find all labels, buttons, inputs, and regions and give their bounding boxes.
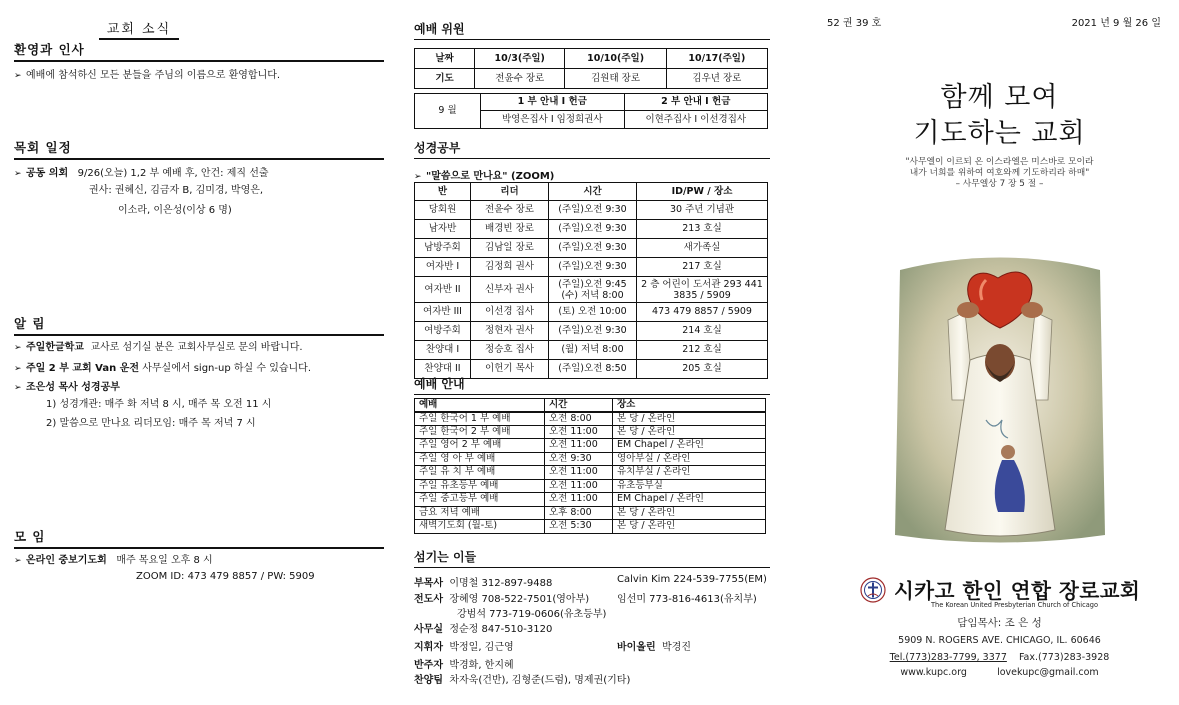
worship-row: [415, 520, 766, 534]
staff-evangelist1: 전도사 장혜영 708-522-7501(영아부): [414, 594, 590, 605]
worship-row: [415, 412, 766, 426]
duty-prayer: 김우년 장로: [666, 69, 767, 89]
study-cell: (월) 저녁 8:00: [549, 341, 637, 360]
study-cell: 찬양대 II: [415, 360, 471, 379]
prayer-illustration: [890, 250, 1110, 550]
worship-row: [415, 506, 766, 520]
study-row: [415, 322, 768, 341]
worship-cell: 주일 유 치 부 예배: [415, 466, 545, 480]
study-row: [415, 220, 768, 239]
worship-cell: 주일 유초등부 예배: [415, 479, 545, 493]
duty-date: 10/17(주일): [666, 49, 767, 69]
church-name: 시카고 한인 연합 장로교회: [894, 579, 1141, 603]
duty-date-label: 날짜: [415, 49, 475, 69]
usher-month: 9 월: [415, 94, 481, 129]
staff-pastor-em: Calvin Kim 224-539-7755(EM): [617, 574, 767, 585]
study-cell: 217 호실: [637, 258, 768, 277]
arrow-right-icon: ➢: [14, 169, 22, 179]
worship-header: 시간: [545, 399, 613, 412]
worship-cell: 본 당 / 온라인: [613, 520, 766, 534]
study-row: [415, 201, 768, 220]
worship-row: [415, 479, 766, 493]
meeting-title: 모 임: [14, 527, 384, 549]
study-cell: 남자반: [415, 220, 471, 239]
usher-part1-header: 1 부 안내 I 헌금: [481, 94, 625, 111]
study-cell: 김정희 권사: [471, 258, 549, 277]
study-cell: 205 호실: [637, 360, 768, 379]
study-cell: 찬양대 I: [415, 341, 471, 360]
church-phone: [820, 652, 1179, 663]
worship-cell: 오전 11:00: [545, 466, 613, 480]
study-row: [415, 277, 768, 303]
study-cell: 2 층 어린이 도서관 293 441 3835 / 5909: [637, 277, 768, 303]
staff-evangelist2: 임선미 773-816-4613(유치부): [617, 594, 757, 605]
arrow-right-icon: ➢: [414, 172, 422, 182]
cover-headline: 함께 모여 기도하는 교회: [913, 82, 1086, 149]
study-cell: (주일)오전 9:30: [549, 322, 637, 341]
worship-row: [415, 466, 766, 480]
duty-prayer-label: 기도: [415, 69, 475, 89]
staff-office: 사무실 정순정 847-510-3120: [414, 624, 553, 635]
arrow-right-icon: ➢: [14, 383, 22, 393]
worship-header: 예배: [415, 399, 545, 412]
study-cell: (주일)오전 8:50: [549, 360, 637, 379]
notice-item3: ➢ 조은성 목사 성경공부: [14, 382, 120, 393]
staff-praise: 찬양팀 차자욱(건반), 김형준(드럼), 명제권(기타): [414, 675, 631, 686]
worship-row: [415, 493, 766, 507]
prayer-meeting: ➢ 온라인 중보기도회 매주 목요일 오후 8 시: [14, 555, 213, 566]
session-line3: 이소라, 이은성(이상 6 명): [118, 205, 232, 216]
duty-date: 10/3(주일): [475, 49, 565, 69]
duty-prayer: 김원태 장로: [565, 69, 666, 89]
study-cell: 이선경 집사: [471, 303, 549, 322]
staff-violin: 바이올린 박경진: [617, 642, 691, 653]
notice-sub2: 2) 말씀으로 만나요 리더모임: 매주 목 저녁 7 시: [46, 418, 256, 429]
senior-pastor: 담임목사: 조 은 성: [957, 617, 1042, 629]
study-cell: (주일)오전 9:30: [549, 239, 637, 258]
worship-cell: EM Chapel / 온라인: [613, 439, 766, 453]
worship-cell: 주일 중고등부 예배: [415, 493, 545, 507]
worship-cell: 오전 9:30: [545, 452, 613, 466]
study-cell: 정승호 집사: [471, 341, 549, 360]
bible-study-subtitle: ➢ "말씀으로 만나요" (ZOOM): [414, 171, 555, 182]
staff-evangelist3: 강범석 773-719-0606(유초등부): [457, 609, 607, 620]
volume-number: 52 권 39 호: [827, 18, 882, 29]
worship-cell: 오전 11:00: [545, 439, 613, 453]
study-cell: 여방주회: [415, 322, 471, 341]
worship-cell: EM Chapel / 온라인: [613, 493, 766, 507]
study-row: [415, 341, 768, 360]
arrow-right-icon: ➢: [14, 364, 22, 374]
fax-number: Fax.(773)283-3928: [1018, 652, 1110, 663]
duty-prayer: 전윤수 장로: [475, 69, 565, 89]
worship-row: [415, 425, 766, 439]
cover-verse: "사무엘이 이르되 온 이스라엘은 미스바로 모이라 내가 너희를 위하여 여호와께 기도하리라 하매" – 사무엘상 7 장 5 절 –: [905, 157, 1094, 189]
staff-pastor: 부목사 이명철 312-897-9488: [414, 578, 553, 589]
worship-cell: 오전 11:00: [545, 493, 613, 507]
session-line1: ➢ 공동 의회 9/26(오늘) 1,2 부 예배 후, 안건: 제직 선출: [14, 168, 269, 179]
worship-row: [415, 452, 766, 466]
study-cell: (주일)오전 9:30: [549, 201, 637, 220]
bible-study-table: [414, 182, 768, 379]
study-cell: 전윤수 장로: [471, 201, 549, 220]
notice-item2: ➢ 주일 2 부 교회 Van 운전 사무실에서 sign-up 하실 수 있습니다.: [14, 363, 312, 374]
worship-cell: 오전 5:30: [545, 520, 613, 534]
worship-cell: 유치부실 / 온라인: [613, 466, 766, 480]
church-web: [820, 667, 1179, 678]
study-row: [415, 303, 768, 322]
worship-cell: 오후 8:00: [545, 506, 613, 520]
church-seal-icon: [860, 577, 886, 603]
study-cell: 남방주회: [415, 239, 471, 258]
worship-cell: 오전 8:00: [545, 412, 613, 426]
worship-cell: 주일 한국어 2 부 예배: [415, 425, 545, 439]
welcome-text: ➢ 예배에 참석하신 모든 분들을 주님의 이름으로 환영합니다.: [14, 70, 281, 81]
study-row: [415, 258, 768, 277]
welcome-title: 환영과 인사: [14, 40, 384, 62]
study-header: ID/PW / 장소: [637, 183, 768, 201]
arrow-right-icon: ➢: [14, 71, 22, 81]
notice-item1: ➢ 주일한글학교 교사로 섬기실 분은 교회사무실로 문의 바랍니다.: [14, 342, 303, 353]
session-line2: 권사: 권혜신, 김금자 B, 김미경, 박영은,: [89, 185, 264, 196]
study-cell: (주일)오전 9:45 (수) 저녁 8:00: [549, 277, 637, 303]
study-row: [415, 239, 768, 258]
worship-cell: 유초등부실: [613, 479, 766, 493]
usher-part2-header: 2 부 안내 I 헌금: [624, 94, 768, 111]
worship-cell: 본 당 / 온라인: [613, 425, 766, 439]
worship-cell: 주일 한국어 1 부 예배: [415, 412, 545, 426]
arrow-right-icon: ➢: [14, 556, 22, 566]
study-header: 리더: [471, 183, 549, 201]
bible-study-title: 성경공부: [414, 139, 770, 159]
worship-schedule-table: [414, 398, 766, 534]
email-link[interactable]: lovekupc@gmail.com: [997, 667, 1099, 678]
worship-cell: 주일 영어 2 부 예배: [415, 439, 545, 453]
study-cell: 여자반 I: [415, 258, 471, 277]
usher-part2-names: 이현주집사 I 이선경집사: [624, 111, 768, 129]
study-cell: 이헌기 목사: [471, 360, 549, 379]
staff-accompanist: 반주자 박경화, 한지혜: [414, 660, 514, 671]
duty-date: 10/10(주일): [565, 49, 666, 69]
study-cell: 당회원: [415, 201, 471, 220]
schedule-title: 목회 일정: [14, 138, 384, 160]
staff-title: 섬기는 이들: [414, 548, 770, 568]
notice-sub1: 1) 성경개관: 매주 화 저녁 8 시, 매주 목 오전 11 시: [46, 399, 272, 410]
tel-link[interactable]: Tel.(773)283-7799, 3377: [889, 652, 1007, 663]
worship-cell: 영아부실 / 온라인: [613, 452, 766, 466]
usher-part1-names: 박영은집사 I 임정희권사: [481, 111, 625, 129]
worship-cell: 금요 저녁 예배: [415, 506, 545, 520]
study-cell: 213 호실: [637, 220, 768, 239]
prayer-zoom: ZOOM ID: 473 479 8857 / PW: 5909: [136, 571, 315, 582]
website-link[interactable]: www.kupc.org: [900, 667, 967, 678]
notice-title: 알 림: [14, 314, 384, 336]
worship-cell: 오전 11:00: [545, 425, 613, 439]
study-header: 반: [415, 183, 471, 201]
study-cell: 30 주년 기념관: [637, 201, 768, 220]
church-english-name: The Korean United Presbyterian Church of Chicago: [931, 601, 1098, 609]
study-cell: 정현자 권사: [471, 322, 549, 341]
worship-cell: 본 당 / 온라인: [613, 412, 766, 426]
bulletin-date: 2021 년 9 월 26 일: [1071, 18, 1161, 29]
study-cell: 여자반 II: [415, 277, 471, 303]
service-duty-table: [414, 48, 768, 89]
service-duty-title: 예배 위원: [414, 20, 770, 40]
worship-cell: 본 당 / 온라인: [613, 506, 766, 520]
worship-cell: 새벽기도회 (월-토): [415, 520, 545, 534]
worship-cell: 오전 11:00: [545, 479, 613, 493]
study-cell: 배경빈 장로: [471, 220, 549, 239]
church-news-title: 교회 소식: [14, 18, 264, 37]
worship-header: 장소: [613, 399, 766, 412]
worship-guide-title: 예배 안내: [414, 375, 770, 395]
study-cell: (토) 오전 10:00: [549, 303, 637, 322]
study-cell: 214 호실: [637, 322, 768, 341]
study-cell: 212 호실: [637, 341, 768, 360]
usher-table: [414, 93, 768, 129]
study-cell: 여자반 III: [415, 303, 471, 322]
worship-row: [415, 439, 766, 453]
study-cell: 신부자 권사: [471, 277, 549, 303]
study-cell: 김남일 장로: [471, 239, 549, 258]
study-cell: 새가족실: [637, 239, 768, 258]
study-header: 시간: [549, 183, 637, 201]
study-cell: (주일)오전 9:30: [549, 258, 637, 277]
worship-cell: 주일 영 아 부 예배: [415, 452, 545, 466]
study-cell: (주일)오전 9:30: [549, 220, 637, 239]
arrow-right-icon: ➢: [14, 343, 22, 353]
church-address: 5909 N. ROGERS AVE. CHICAGO, IL. 60646: [898, 635, 1101, 646]
staff-conductor: 지휘자 박정일, 김근영: [414, 642, 514, 653]
study-cell: 473 479 8857 / 5909: [637, 303, 768, 322]
